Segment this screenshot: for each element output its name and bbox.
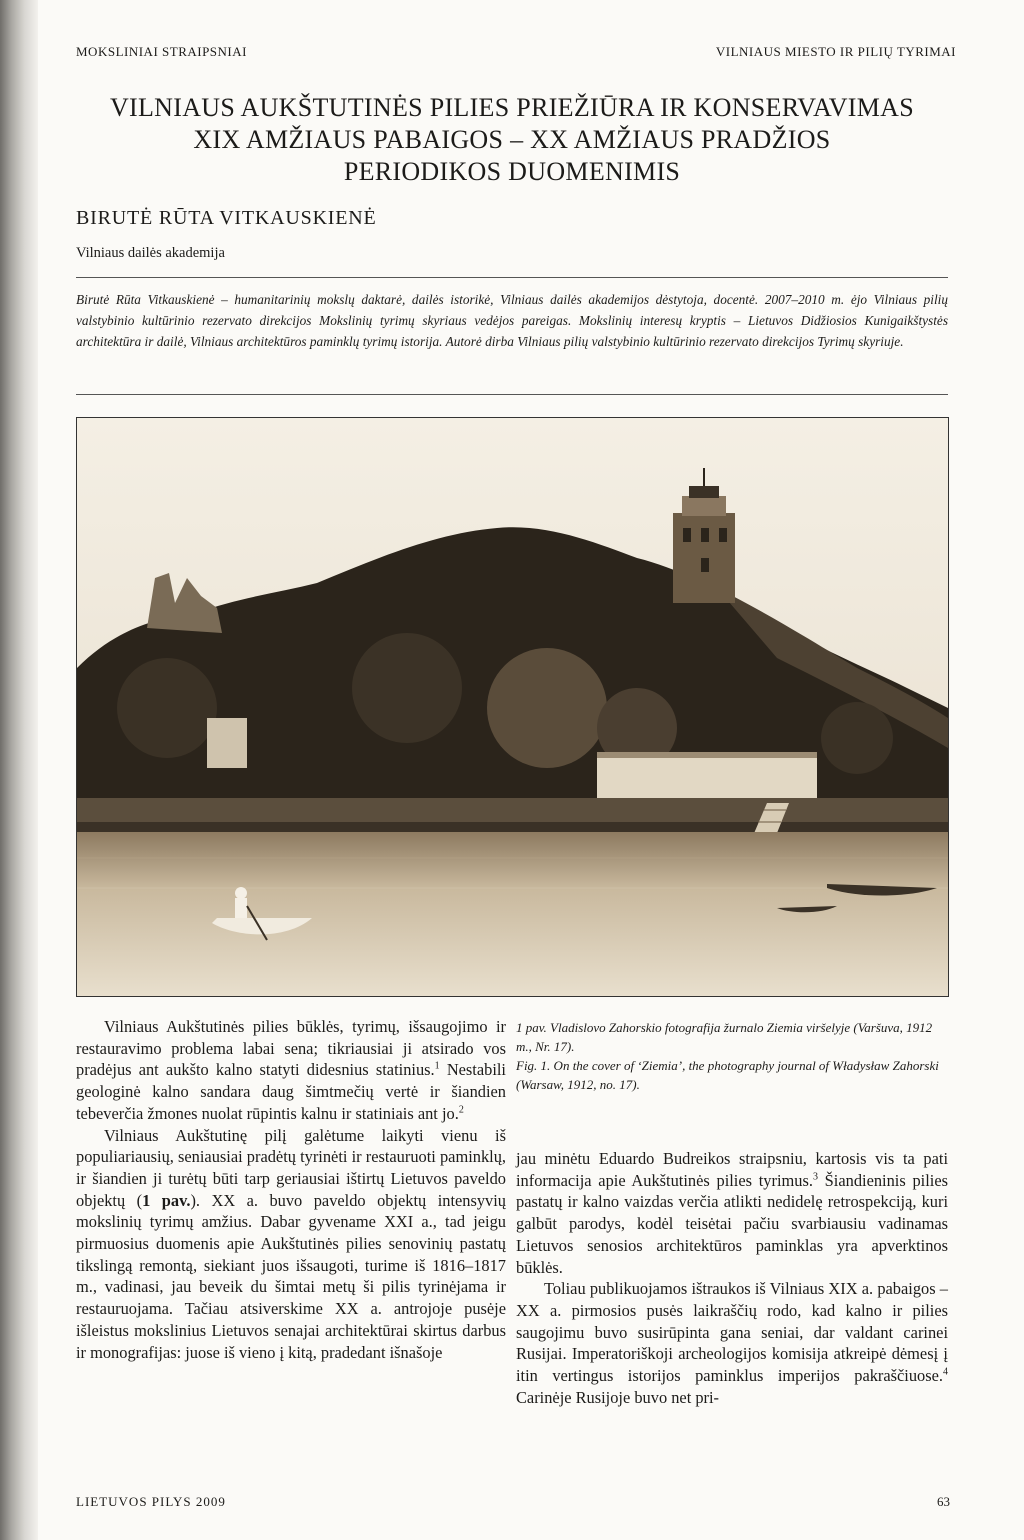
caption-lithuanian: 1 pav. Vladislovo Zahorskio fotografija žurnalo Ziemia viršelyje (Varšuva, 1912 m., Nr. 17). <box>516 1020 933 1054</box>
bio-divider <box>76 394 948 395</box>
running-header-right: VILNIAUS MIESTO IR PILIŲ TYRIMAI <box>715 44 956 59</box>
article-title <box>76 92 948 188</box>
footnote-ref-2[interactable]: 2 <box>458 1104 464 1116</box>
footnote-ref-1[interactable]: 1 <box>434 1060 440 1072</box>
running-header-left: MOKSLINIAI STRAIPSNIAI <box>76 44 247 59</box>
author-affiliation: Vilniaus dailės akademija <box>76 245 225 261</box>
title-line-1: VILNIAUS AUKŠTUTINĖS PILIES PRIEŽIŪRA IR KONSERVAVIMAS <box>109 93 915 122</box>
figure-1-photograph <box>76 417 949 997</box>
caption-english: Fig. 1. On the cover of ‘Ziemia’, the photography journal of Władysław Zahorski (Warsaw, 1912, no. 17). <box>516 1058 939 1092</box>
paragraph-4-text: Toliau publikuojamos ištraukos iš Vilniaus XIX a. pabaigos – XX a. pirmosios pusės laikraščių rodo, kad kalno ir pilies saugojimu buvo susirūpinta gana seniai, dar valdant carinei Rusijai. Imperatoriškoji archeologijos komisija atkreipė dėmesį į itin vertingus istorijos paminklus imperijos pakraščiuose. <box>516 1279 948 1386</box>
body-column-left <box>76 1016 506 1363</box>
title-line-3: PERIODIKOS DUOMENIMIS <box>343 157 681 186</box>
binding-gutter-shadow <box>0 0 38 1540</box>
figure-reference[interactable]: 1 pav. <box>142 1190 191 1210</box>
paragraph-2-text-b: ). XX a. buvo paveldo objektų intensyvių mokslinių tyrimų amžius. Dabar gyvename XXI a., tad jeigu pirmuosius duomenis apie Aukštutinės pilies senovinių pastatų tikslingą remontą, siekiant juos išsaugoti, turime iš 1816–1817 m., vadinasi, jau beveik du šimtai metų ši pilis tyrinėjama ir restauruojama. Tačiau atsiverskime XX a. antrojoje pusėje išleistus mokslinius Lietuvos senajai architektūrai skirtus darbus ir monografijas: juose iš vieno į kitą, pradedant išnašoje <box>76 1190 506 1362</box>
paragraph-4 <box>516 1278 948 1408</box>
top-divider <box>76 277 948 278</box>
castle-hill-photo-illustration <box>77 418 948 996</box>
paragraph-3-text: jau minėtu Eduardo Budreikos straipsniu, kartosis vis ta pati informacija apie Aukštutinės pilies tyrimus. <box>516 1149 948 1190</box>
paragraph-3 <box>516 1148 948 1278</box>
paragraph-1-text-b: Nestabili geologinė kalno sandara daug šimtmečių vertė ir šiandien tebeverčia žmones nuolat rūpintis kalnu ir statiniais ant jo. <box>76 1060 506 1123</box>
figure-caption <box>516 1018 948 1094</box>
paragraph-1-text: Vilniaus Aukštutinės pilies būklės, tyrimų, išsaugojimo ir restauravimo problema labai sena; tikriausiai ji atsirado vos pradėjus ant aukšto kalno statyti didesnius statinius. <box>76 1017 506 1080</box>
paragraph-2 <box>76 1125 506 1364</box>
footnote-ref-4[interactable]: 4 <box>943 1366 948 1378</box>
paragraph-2-text-a: Vilniaus Aukštutinę pilį galėtume laikyti vienu iš populiariausių, seniausiai pradėtų tyrinėti ir restauruoti paminklų, ir šiandien ji turėtų būti tarp geriausiai ištirtų Lietuvos paveldo objektų ( <box>76 1125 506 1210</box>
paragraph-3-text-b: Šiandieninis pilies pastatų ir kalno vaizdas verčia atlikti nedidelę retrospekciją, kuri galbūt parodys, kodėl teisėtai pačiu svarbiausiu vadinamas Lietuvos senosios architektūros paminklas yra apverktinos būklės. <box>516 1170 948 1277</box>
page-number: 63 <box>937 1494 950 1509</box>
journal-footer: LIETUVOS PILYS 2009 <box>76 1494 226 1509</box>
author-bio: Birutė Rūta Vitkauskienė – humanitarinių mokslų daktarė, dailės istorikė, Vilniaus dailės akademijos dėstytoja, docentė. 2007–2010 m. ėjo Vilniaus pilių valstybinio kultūrinio rezervato direkcijos Mokslinių tyrimų skyriaus vedėjos pareigas. Mokslinių interesų kryptis – Lietuvos Didžiosios Kunigaikštystės architektūra ir dailė, Vilniaus architektūros paminklų tyrimų istorija. Autorė dirba Vilniaus pilių valstybinio kultūrinio rezervato direkcijos Tyrimų skyriuje. <box>76 292 948 349</box>
footnote-ref-3[interactable]: 3 <box>812 1171 818 1183</box>
title-line-2: XIX AMŽIAUS PABAIGOS – XX AMŽIAUS PRADŽIOS <box>193 125 831 154</box>
body-column-right <box>516 1148 948 1408</box>
author-name: BIRUTĖ RŪTA VITKAUSKIENĖ <box>76 207 377 229</box>
paragraph-1 <box>76 1016 506 1125</box>
paragraph-4-text-b: Carinėje Rusijoje buvo net pri- <box>516 1387 720 1407</box>
